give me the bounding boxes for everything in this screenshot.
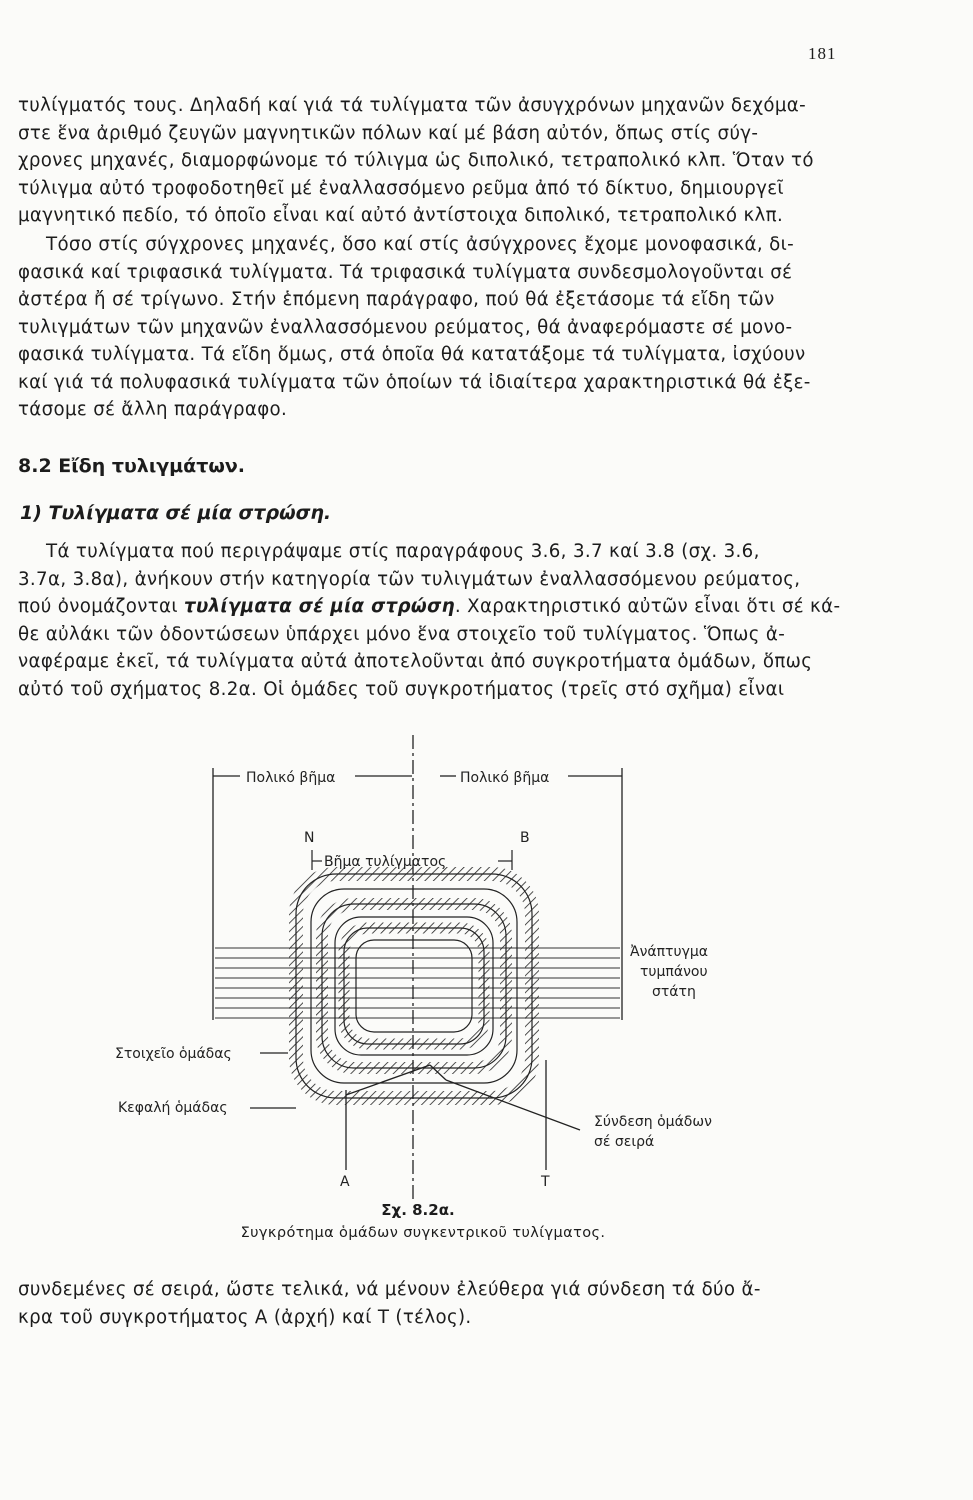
north-pole-label: Ν [304, 830, 315, 846]
south-pole-label: Β [520, 830, 530, 846]
stator-label: στάτη [652, 984, 696, 1000]
stator-slot-lines [215, 948, 620, 1018]
series-connection-label: σέ σειρά [594, 1134, 655, 1150]
intro-paragraph [18, 92, 826, 230]
text-line: Τόσο στίς σύγχρονες μηχανές, ὅσο καί στίς ἀσύγχρονες ἔχομε μονοφασικά, δι- [46, 234, 795, 255]
coil-pitch-label: Βῆμα τυλίγματος [324, 854, 447, 870]
winding-diagram [100, 730, 780, 1200]
text-fragment: . Χαρακτηριστικό αὐτῶν εἶναι ὅτι σέ κά- [454, 596, 841, 617]
emphasized-term: τυλίγματα σέ μία στρώση [184, 596, 455, 617]
closing-paragraph [18, 1276, 826, 1331]
text-line: κρα τοῦ συγκροτήματος Α (ἀρχή) καί Τ (τέλος). [18, 1306, 472, 1328]
stator-label: τυμπάνου [640, 964, 708, 980]
start-terminal-label: Α [340, 1174, 350, 1190]
text-line: φασικά τυλίγματα. Τά εἴδη ὅμως, στά ὁποῖα θά κατατάξομε τά τυλίγματα, ἰσχύουν [18, 344, 806, 365]
text-fragment: πού ὀνομάζονται [18, 596, 185, 617]
group-element-label: Στοιχεῖο ὁμάδας [115, 1046, 232, 1062]
pole-pitch-label: Πολικό βῆμα [246, 770, 336, 786]
text-line: Τά τυλίγματα πού περιγράψαμε στίς παραγράφους 3.6, 3.7 καί 3.8 (σχ. 3.6, [46, 541, 760, 562]
text-line: ναφέραμε ἐκεῖ, τά τυλίγματα αὐτά ἀποτελοῦνται ἀπό συγκροτήματα ὁμάδων, ὅπως [18, 651, 813, 672]
end-terminal-label: Τ [541, 1174, 550, 1190]
series-connection-label: Σύνδεση ὁμάδων [594, 1114, 712, 1130]
text-line: συνδεμένες σέ σειρά, ὥστε τελικά, νά μένουν ἐλεύθερα γιά σύνδεση τά δύο ἄ- [18, 1279, 761, 1300]
text-line: φασικά καί τριφασικά τυλίγματα. Τά τριφασικά τυλίγματα συνδεσμολογοῦνται σέ [18, 261, 793, 283]
text-line: τυλίγματός τους. Δηλαδή καί γιά τά τυλίγματα τῶν ἀσυγχρόνων μηχανῶν δεχόμα- [18, 95, 807, 116]
pole-pitch-label: Πολικό βῆμα [460, 770, 550, 786]
text-line: χρονες μηχανές, διαμορφώνομε τό τύλιγμα ὡς διπολικό, τετραπολικό κλπ. Ὅταν τό [18, 150, 814, 171]
text-line: τάσομε σέ ἄλλη παράγραφο. [18, 399, 288, 420]
single-layer-paragraph [18, 538, 841, 703]
page-number: 181 [808, 44, 837, 63]
group-head-label: Κεφαλή ὁμάδας [118, 1100, 228, 1116]
text-line: τυλιγμάτων τῶν μηχανῶν ἐναλλασσόμενου ρεύματος, θά ἀναφερόμαστε σέ μονο- [18, 316, 793, 338]
figure-number: Σχ. 8.2α. [381, 1201, 455, 1219]
stator-label: Ἀνάπτυγμα [630, 944, 709, 960]
text-line: θε αὐλάκι τῶν ὀδοντώσεων ὑπάρχει μόνο ἕνα στοιχεῖο τοῦ τυλίγματος. Ὅπως ἀ- [18, 623, 786, 645]
text-line: τύλιγμα αὐτό τροφοδοτηθεῖ μέ ἐναλλασσόμενο ρεῦμα ἀπό τό δίκτυο, δημιουργεῖ [18, 177, 784, 199]
text-line: 3.7α, 3.8α), ἀνήκουν στήν κατηγορία τῶν τυλιγμάτων ἐναλλασσόμενου ρεύματος, [18, 568, 801, 590]
subsection-heading: 1) Τυλίγματα σέ μία στρώση. [20, 502, 332, 524]
windings-types-paragraph [18, 231, 826, 424]
text-line [18, 593, 841, 621]
text-line: ἀστέρα ἤ σέ τρίγωνο. Στήν ἑπόμενη παράγραφο, πού θά ἐξετάσομε τά εἴδη τῶν [18, 289, 775, 310]
figure-caption: Συγκρότημα ὁμάδων συγκεντρικοῦ τυλίγματος. [240, 1225, 606, 1241]
text-line: καί γιά τά πολυφασικά τυλίγματα τῶν ὁποίων τά ἰδιαίτερα χαρακτηριστικά θά ἐξε- [18, 371, 811, 393]
text-line: αὐτό τοῦ σχήματος 8.2α. Οἱ ὁμάδες τοῦ συγκροτήματος (τρεῖς στό σχῆμα) εἶναι [18, 678, 785, 700]
text-line: στε ἕνα ἀριθμό ζευγῶν μαγνητικῶν πόλων καί μέ βάση αὐτόν, ὅπως στίς σύγ- [18, 122, 759, 144]
coil-groups [296, 874, 532, 1098]
section-heading: 8.2 Εἴδη τυλιγμάτων. [18, 455, 246, 477]
text-line: μαγνητικό πεδίο, τό ὁποῖο εἶναι καί αὐτό ἀντίστοιχα διπολικό, τετραπολικό κλπ. [18, 205, 784, 226]
